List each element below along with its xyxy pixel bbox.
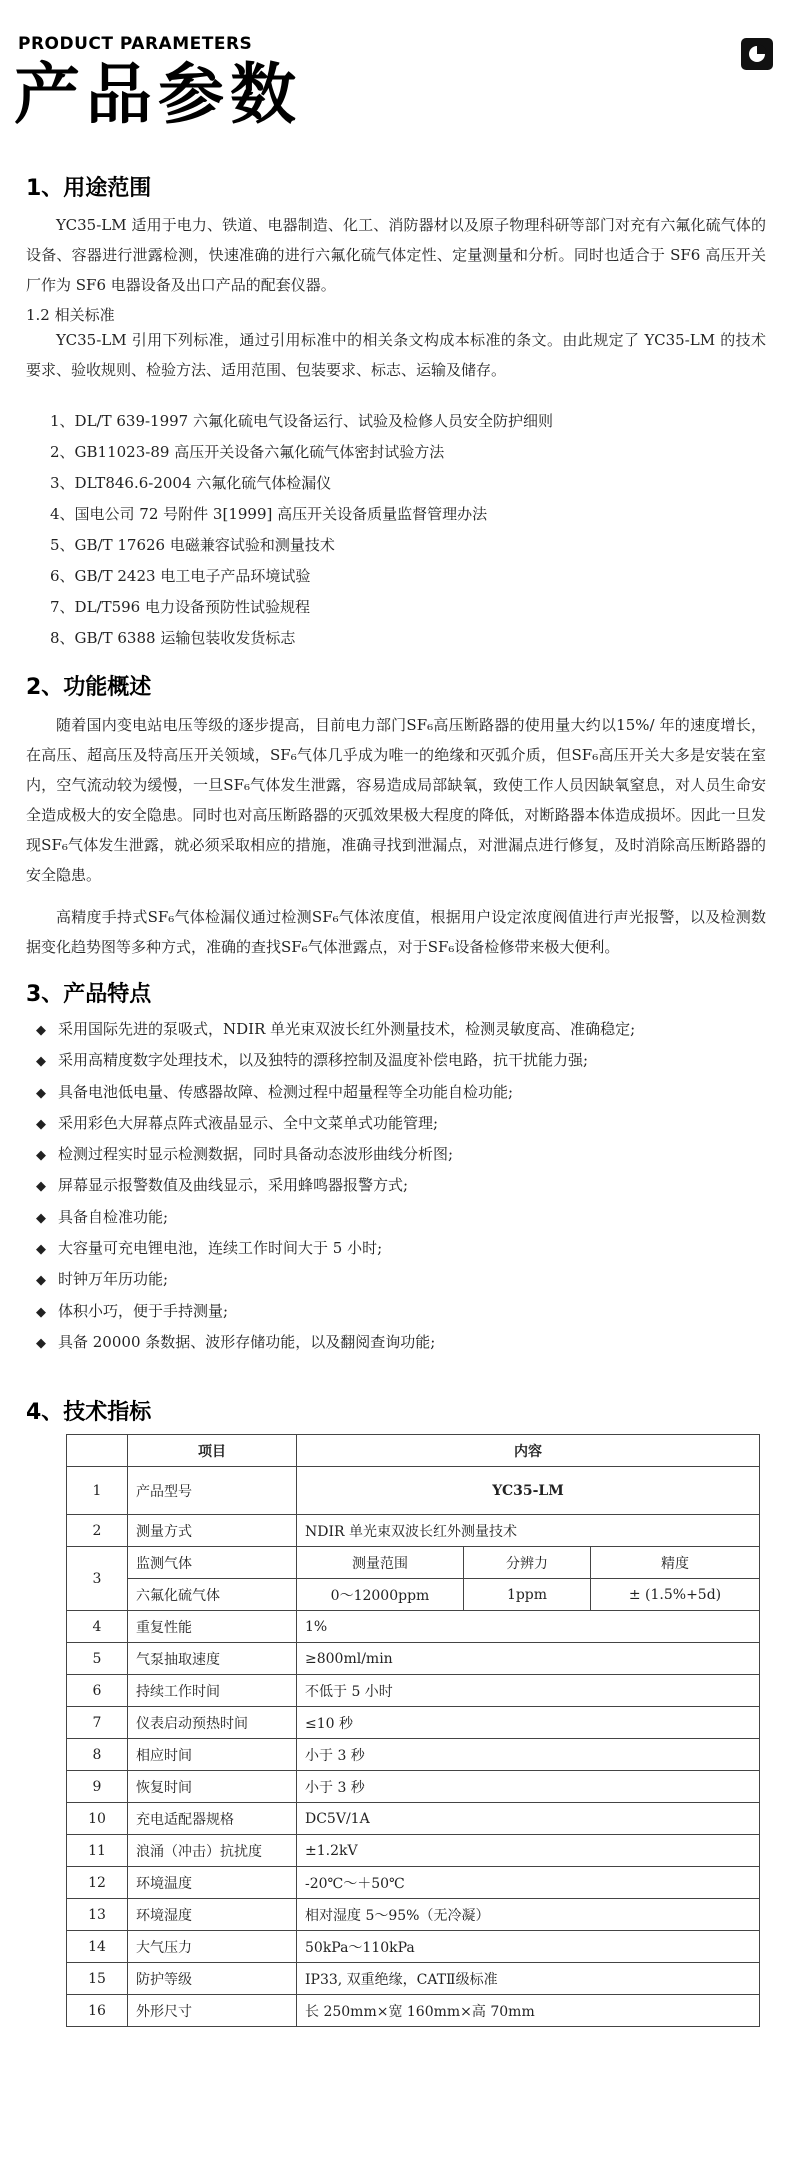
table-row <box>67 1547 760 1579</box>
row-name: 测量方式 <box>128 1515 297 1547</box>
table-header-content: 内容 <box>297 1435 760 1467</box>
table-header-num <box>67 1435 128 1467</box>
subheader-accuracy: 精度 <box>591 1547 760 1579</box>
standard-item: 7、DL/T596 电力设备预防性试验规程 <box>50 598 310 616</box>
row-number: 3 <box>67 1547 128 1611</box>
row-value: 长 250mm×宽 160mm×高 70mm <box>297 1995 760 2027</box>
standard-item: 8、GB/T 6388 运输包装收发货标志 <box>50 629 296 647</box>
table-row <box>67 1579 760 1611</box>
table-row <box>67 1995 760 2027</box>
diamond-bullet-icon: ◆ <box>36 1242 46 1258</box>
row-name: 产品型号 <box>128 1467 297 1515</box>
row-value: 1% <box>297 1611 760 1643</box>
standards-list <box>50 406 553 654</box>
row-name: 监测气体 <box>128 1547 297 1579</box>
row-number: 11 <box>67 1835 128 1867</box>
diamond-bullet-icon: ◆ <box>36 1148 46 1164</box>
section-heading-overview: 2、功能概述 <box>26 675 152 700</box>
standard-item: 3、DLT846.6-2004 六氟化硫气体检漏仪 <box>50 474 332 492</box>
table-row <box>67 1771 760 1803</box>
row-name: 大气压力 <box>128 1931 297 1963</box>
row-name: 充电适配器规格 <box>128 1803 297 1835</box>
row-value: 小于 3 秒 <box>297 1739 760 1771</box>
row-value: NDIR 单光束双波长红外测量技术 <box>297 1515 760 1547</box>
overview-paragraph-1: 随着国内变电站电压等级的逐步提高，目前电力部门SF₆高压断路器的使用量大约以15%/ 年的速度增长，在高压、超高压及特高压开关领域，SF₆气体几乎成为唯一的绝缘和灭弧介质，但SF₆高压开关大多是安装在室内，空气流动较为缓慢，一旦SF₆气体发生泄露，容易造成局部缺氧，致使工作人员因缺氧窒息，对人员生命安全造成极大的安全隐患。同时也对高压断路器的灭弧效果极大程度的降低，对断路器本体造成损坏。因此一旦发现SF₆气体发生泄露，就必须采取相应的措施，准确寻找到泄漏点，对泄漏点进行修复，及时消除高压断路器的安全隐患。 <box>26 716 766 884</box>
feature-item <box>36 1264 635 1295</box>
row-number: 12 <box>67 1867 128 1899</box>
row-number: 9 <box>67 1771 128 1803</box>
standard-item: 4、国电公司 72 号附件 3[1999] 高压开关设备质量监督管理办法 <box>50 505 488 523</box>
value-resolution: 1ppm <box>464 1579 591 1611</box>
standards-subheading: 1.2 相关标准 <box>26 306 115 324</box>
features-list <box>36 1014 635 1358</box>
table-row <box>67 1867 760 1899</box>
row-number: 15 <box>67 1963 128 1995</box>
feature-text: 具备 20000 条数据、波形存储功能，以及翻阅查询功能; <box>58 1332 436 1351</box>
feature-item <box>36 1296 635 1327</box>
feature-item <box>36 1233 635 1264</box>
feature-text: 检测过程实时显示检测数据，同时具备动态波形曲线分析图; <box>58 1145 454 1164</box>
feature-text: 采用彩色大屏幕点阵式液晶显示、全中文菜单式功能管理; <box>58 1113 439 1132</box>
table-header-row <box>67 1435 760 1467</box>
row-value: 50kPa～110kPa <box>297 1931 760 1963</box>
table-row <box>67 1675 760 1707</box>
feature-item <box>36 1327 635 1358</box>
feature-text: 具备自检准功能; <box>58 1207 169 1226</box>
standards-paragraph: YC35-LM 引用下列标准，通过引用标准中的相关条文构成本标准的条文。由此规定了 YC35-LM 的技术要求、验收规则、检验方法、适用范围、包装要求、标志、运输及储存。 <box>26 331 766 379</box>
section-heading-features: 3、产品特点 <box>26 982 152 1007</box>
row-name: 环境湿度 <box>128 1899 297 1931</box>
row-number: 14 <box>67 1931 128 1963</box>
row-name: 防护等级 <box>128 1963 297 1995</box>
row-value: YC35-LM <box>297 1467 760 1515</box>
table-row <box>67 1963 760 1995</box>
diamond-bullet-icon: ◆ <box>36 1304 46 1320</box>
row-number: 2 <box>67 1515 128 1547</box>
value-accuracy: ± (1.5%+5d) <box>591 1579 760 1611</box>
value-range: 0～12000ppm <box>297 1579 464 1611</box>
feature-item <box>36 1139 635 1170</box>
feature-item <box>36 1045 635 1076</box>
table-row <box>67 1899 760 1931</box>
row-number: 1 <box>67 1467 128 1515</box>
feature-text: 屏幕显示报警数值及曲线显示，采用蜂鸣器报警方式; <box>58 1176 409 1195</box>
row-name: 六氟化硫气体 <box>128 1579 297 1611</box>
table-row <box>67 1515 760 1547</box>
row-number: 7 <box>67 1707 128 1739</box>
row-value: 相对湿度 5～95%（无冷凝） <box>297 1899 760 1931</box>
table-row <box>67 1643 760 1675</box>
subheader-range: 测量范围 <box>297 1547 464 1579</box>
row-number: 13 <box>67 1899 128 1931</box>
table-row <box>67 1835 760 1867</box>
diamond-bullet-icon: ◆ <box>36 1085 46 1101</box>
feature-text: 时钟万年历功能; <box>58 1270 169 1289</box>
table-row <box>67 1467 760 1515</box>
row-number: 8 <box>67 1739 128 1771</box>
page-subtitle-en: PRODUCT PARAMETERS <box>18 34 253 54</box>
standard-item: 2、GB11023-89 高压开关设备六氟化硫气体密封试验方法 <box>50 443 445 461</box>
standard-item: 5、GB/T 17626 电磁兼容试验和测量技术 <box>50 536 335 554</box>
table-row <box>67 1803 760 1835</box>
row-name: 重复性能 <box>128 1611 297 1643</box>
row-number: 4 <box>67 1611 128 1643</box>
table-row <box>67 1707 760 1739</box>
table-row <box>67 1611 760 1643</box>
row-value: 不低于 5 小时 <box>297 1675 760 1707</box>
section-heading-specs: 4、技术指标 <box>26 1400 152 1425</box>
row-number: 6 <box>67 1675 128 1707</box>
diamond-bullet-icon: ◆ <box>36 1335 46 1351</box>
row-value: DC5V/1A <box>297 1803 760 1835</box>
row-name: 气泵抽取速度 <box>128 1643 297 1675</box>
row-value: 小于 3 秒 <box>297 1771 760 1803</box>
row-name: 外形尺寸 <box>128 1995 297 2027</box>
diamond-bullet-icon: ◆ <box>36 1210 46 1226</box>
table-header-item: 项目 <box>128 1435 297 1467</box>
diamond-bullet-icon: ◆ <box>36 1023 46 1038</box>
row-name: 相应时间 <box>128 1739 297 1771</box>
row-number: 10 <box>67 1803 128 1835</box>
diamond-bullet-icon: ◆ <box>36 1054 46 1070</box>
subheader-resolution: 分辨力 <box>464 1547 591 1579</box>
usage-paragraph: YC35-LM 适用于电力、铁道、电器制造、化工、消防器材以及原子物理科研等部门对充有六氟化硫气体的设备、容器进行泄露检测，快速准确的进行六氟化硫气体定性、定量测量和分析。同时也适合于 SF6 高压开关厂作为 SF6 电器设备及出口产品的配套仪器。 <box>26 216 766 294</box>
row-value: ≥800ml/min <box>297 1643 760 1675</box>
row-name: 浪涌（冲击）抗扰度 <box>128 1835 297 1867</box>
row-name: 持续工作时间 <box>128 1675 297 1707</box>
row-value: ±1.2kV <box>297 1835 760 1867</box>
overview-paragraph-2: 高精度手持式SF₆气体检漏仪通过检测SF₆气体浓度值，根据用户设定浓度阀值进行声光报警，以及检测数据变化趋势图等多种方式，准确的查找SF₆气体泄露点，对于SF₆设备检修带来极大便利。 <box>26 908 766 956</box>
row-number: 16 <box>67 1995 128 2027</box>
row-value: IP33, 双重绝缘，CATⅡ级标准 <box>297 1963 760 1995</box>
spec-table <box>66 1434 760 2027</box>
table-row <box>67 1739 760 1771</box>
feature-item <box>36 1108 635 1139</box>
feature-text: 具备电池低电量、传感器故障、检测过程中超量程等全功能自检功能; <box>58 1082 514 1101</box>
page-title: 产品参数 <box>14 56 302 133</box>
brand-logo-icon <box>741 38 773 70</box>
feature-item <box>36 1170 635 1201</box>
standard-item: 1、DL/T 639-1997 六氟化硫电气设备运行、试验及检修人员安全防护细则 <box>50 412 554 430</box>
row-name: 恢复时间 <box>128 1771 297 1803</box>
feature-text: 采用高精度数字处理技术，以及独特的漂移控制及温度补偿电路，抗干扰能力强; <box>58 1051 589 1070</box>
diamond-bullet-icon: ◆ <box>36 1116 46 1132</box>
row-number: 5 <box>67 1643 128 1675</box>
feature-item <box>36 1077 635 1108</box>
row-value: ≤10 秒 <box>297 1707 760 1739</box>
feature-text: 大容量可充电锂电池，连续工作时间大于 5 小时; <box>58 1239 383 1258</box>
feature-item <box>36 1202 635 1233</box>
row-value: -20℃～＋50℃ <box>297 1867 760 1899</box>
diamond-bullet-icon: ◆ <box>36 1179 46 1195</box>
table-row <box>67 1931 760 1963</box>
section-heading-usage: 1、用途范围 <box>26 176 152 201</box>
standard-item: 6、GB/T 2423 电工电子产品环境试验 <box>50 567 311 585</box>
row-name: 仪表启动预热时间 <box>128 1707 297 1739</box>
diamond-bullet-icon: ◆ <box>36 1273 46 1289</box>
feature-text: 体积小巧，便于手持测量; <box>58 1301 229 1320</box>
row-name: 环境温度 <box>128 1867 297 1899</box>
feature-text: 采用国际先进的泵吸式，NDIR 单光束双波长红外测量技术，检测灵敏度高、准确稳定; <box>58 1020 636 1038</box>
feature-item <box>36 1014 635 1045</box>
